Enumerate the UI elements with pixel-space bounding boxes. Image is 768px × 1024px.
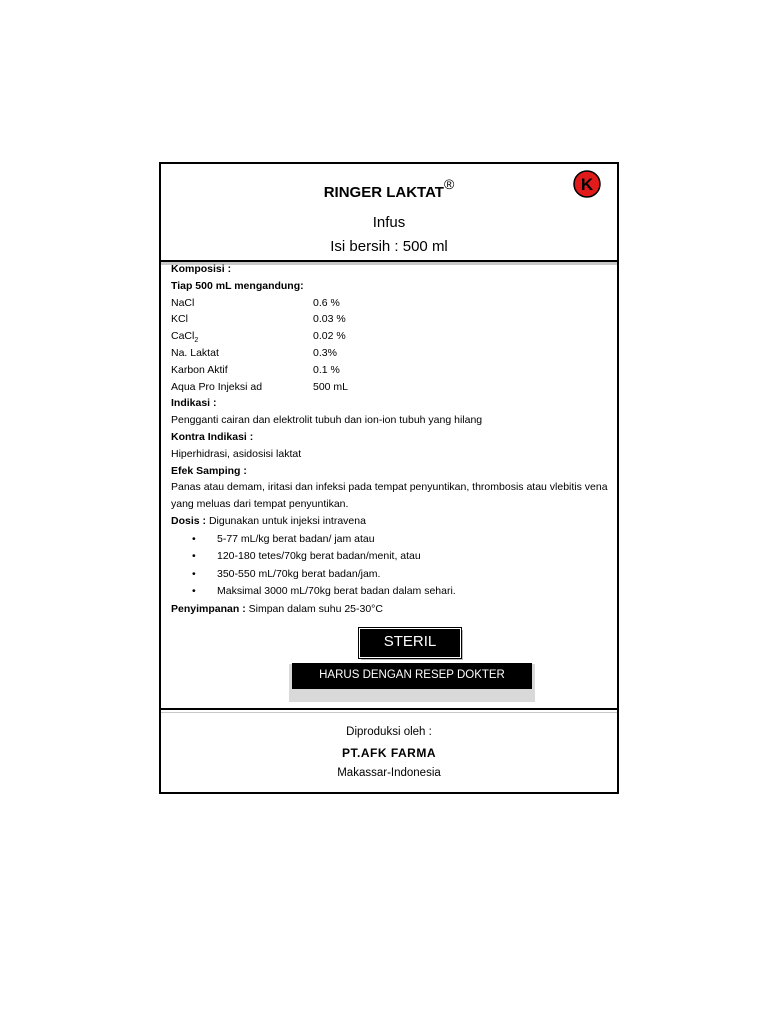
registered-mark: ® xyxy=(443,176,455,192)
storage-line xyxy=(171,601,611,618)
prescription-badge: HARUS DENGAN RESEP DOKTER xyxy=(292,663,532,689)
hard-drug-k-icon xyxy=(573,170,601,198)
ingredient-name: NaCl xyxy=(171,296,195,309)
ingredient-value: 0.6 % xyxy=(313,296,340,309)
ingredient-name: Aqua Pro Injeksi ad xyxy=(171,380,263,393)
composition-subheading: Tiap 500 mL mengandung: xyxy=(171,279,304,292)
indication-heading: Indikasi : xyxy=(171,397,217,410)
ingredient-name: KCl xyxy=(171,313,188,326)
ingredient-value: 0.1 % xyxy=(313,363,340,376)
side-effects-heading: Efek Samping : xyxy=(171,464,247,477)
steril-badge: STERIL xyxy=(359,628,461,658)
composition-row xyxy=(171,345,611,362)
ingredient-name: Na. Laktat xyxy=(171,346,219,359)
dosage-line xyxy=(171,513,611,530)
dosage-bullet-text: 120-180 tetes/70kg berat badan/menit, atau xyxy=(217,550,421,563)
product-title xyxy=(161,178,617,201)
company-city: Makassar-Indonesia xyxy=(337,767,441,779)
dosage-bullet-text: 5-77 mL/kg berat badan/ jam atau xyxy=(217,532,375,545)
contraindication-heading: Kontra Indikasi : xyxy=(171,430,254,443)
label-body xyxy=(171,261,611,618)
footer-divider-shadow xyxy=(161,712,617,713)
composition-row xyxy=(171,328,611,345)
footer-divider xyxy=(161,708,617,710)
composition-row xyxy=(171,362,611,379)
dosage-bullet xyxy=(171,531,611,549)
k-logo-letter: K xyxy=(580,175,594,194)
dosage-form: Infus xyxy=(372,214,406,231)
company-name: PT.AFK FARMA xyxy=(342,746,436,760)
dosage-bullet xyxy=(171,583,611,601)
ingredient-name-text: CaCl xyxy=(171,330,195,343)
label-header xyxy=(161,164,617,262)
composition-row xyxy=(171,379,611,396)
ingredient-name: Karbon Aktif xyxy=(171,363,228,376)
composition-heading: Komposisi : xyxy=(171,263,232,275)
storage-heading: Penyimpanan : xyxy=(171,602,246,615)
ingredient-value: 0.02 % xyxy=(313,330,346,343)
bullet-icon: • xyxy=(192,532,196,545)
side-effects-text: Panas atau demam, iritasi dan infeksi pada tempat penyuntikan, thrombosis atau vlebitis vena yang meluas dari tempat penyuntikan. xyxy=(171,481,608,511)
ingredient-value: 500 mL xyxy=(313,380,349,393)
storage-text: Simpan dalam suhu 25-30°C xyxy=(248,602,383,615)
dosage-bullet xyxy=(171,566,611,584)
produced-by: Diproduksi oleh : xyxy=(346,726,432,738)
composition-row xyxy=(171,295,611,312)
contraindication-text: Hiperhidrasi, asidosisi laktat xyxy=(171,447,302,460)
ingredient-subscript: 2 xyxy=(194,337,199,345)
drug-label xyxy=(159,162,619,794)
ingredient-value: 0.03 % xyxy=(313,313,346,326)
bullet-icon: • xyxy=(192,550,196,563)
dosage-bullet-text: 350-550 mL/70kg berat badan/jam. xyxy=(217,567,381,580)
composition-row xyxy=(171,311,611,328)
dosage-bullet xyxy=(171,548,611,566)
indication-text: Pengganti cairan dan elektrolit tubuh dan ion-ion tubuh yang hilang xyxy=(171,414,483,427)
bullet-icon: • xyxy=(192,585,196,598)
ingredient-value: 0.3% xyxy=(313,346,337,359)
dosage-bullet-text: Maksimal 3000 mL/70kg berat badan dalam sehari. xyxy=(217,585,456,598)
net-content: Isi bersih : 500 ml xyxy=(330,238,448,255)
product-name: RINGER LAKTAT xyxy=(323,184,444,201)
dosage-text: Digunakan untuk injeksi intravena xyxy=(208,514,366,527)
bullet-icon: • xyxy=(192,567,196,580)
dosage-heading: Dosis : xyxy=(171,514,207,527)
